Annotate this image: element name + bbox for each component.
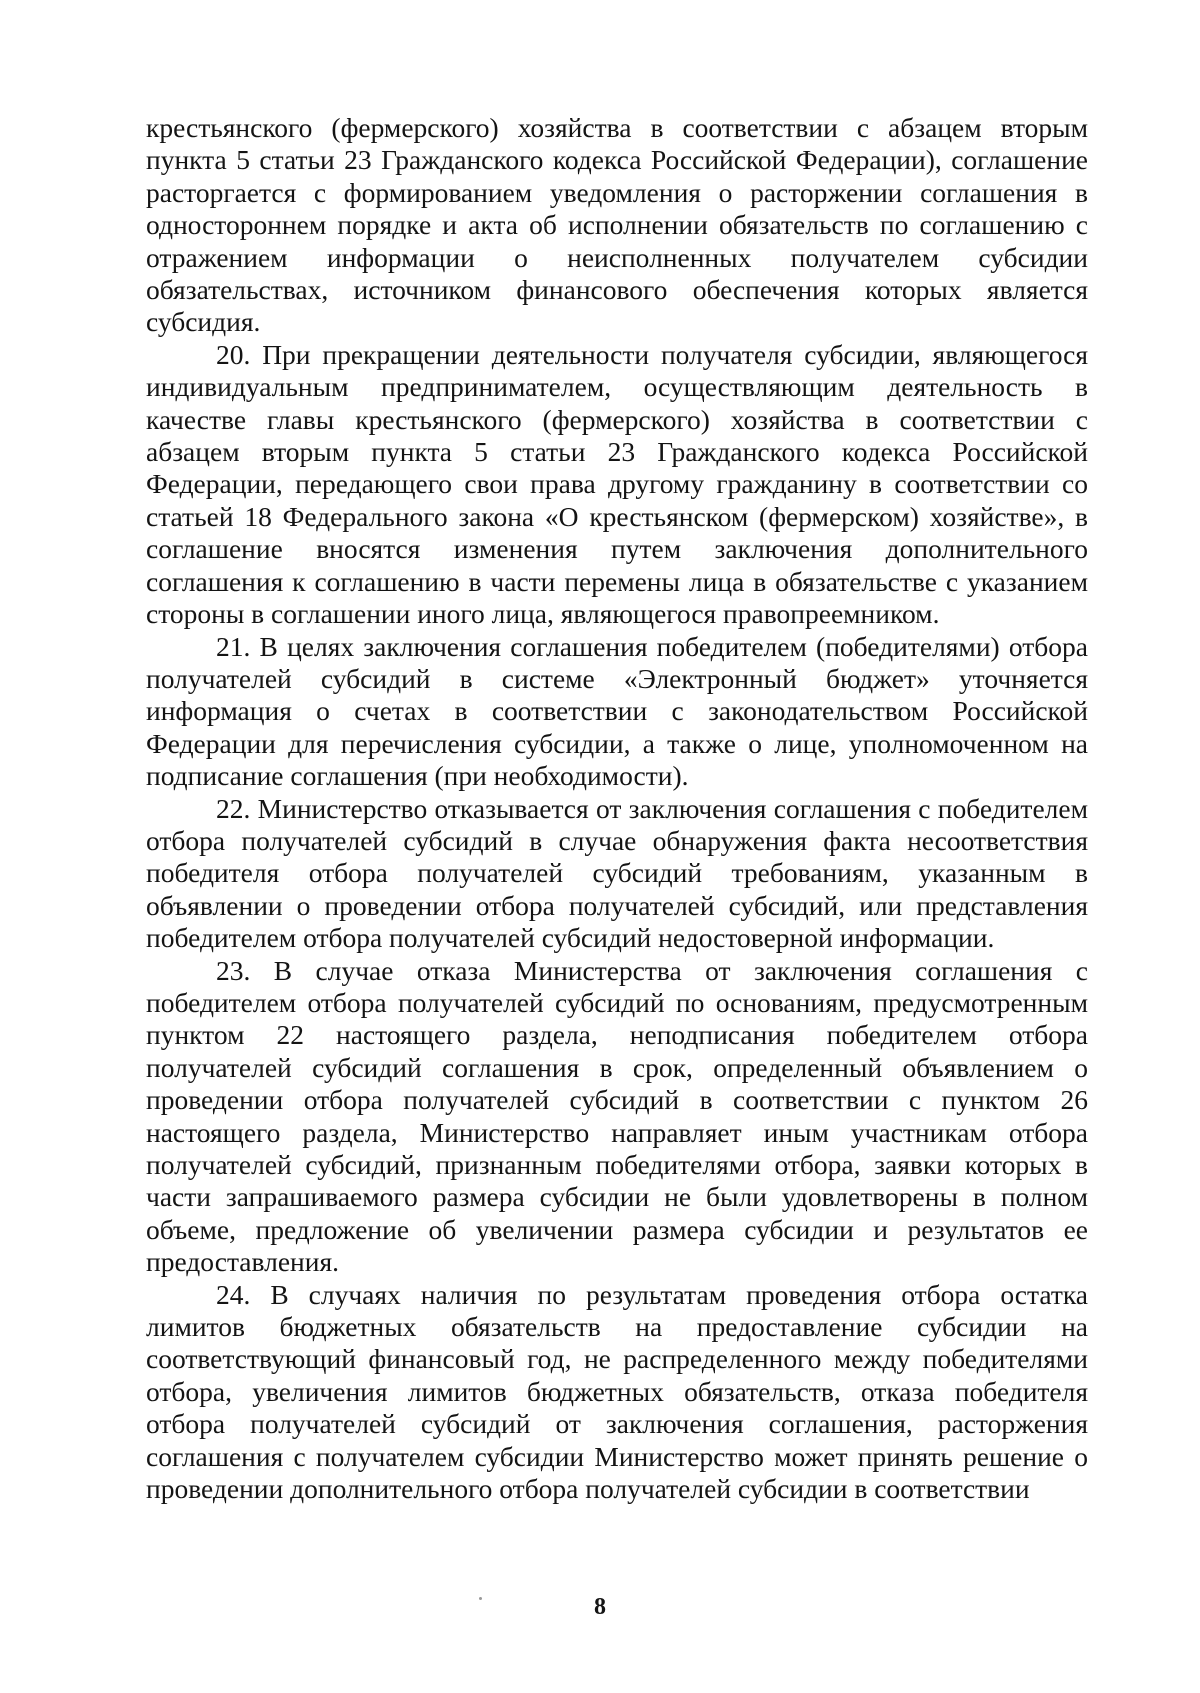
paragraph-continuation: крестьянского (фермерского) хозяйства в соответствии с абзацем вторым пункта 5 статьи 23 Гражданского кодекса Российской Федерации), соглашение расторгается с формированием уведомления о расторжении соглашения в одностороннем порядке и акта об исполнении обязательств по соглашению с отражением информации о неисполненных получателем субсидии обязательствах, источником финансового обеспечения которых является субсидия. <box>146 112 1088 338</box>
paragraph-24: 24. В случаях наличия по результатам проведения отбора остатка лимитов бюджетных обязательств на предоставление субсидии на соответствующий финансовый год, не распределенного между победителями отбора, увеличения лимитов бюджетных обязательств, отказа победителя отбора получателей субсидий от заключения соглашения, расторжения соглашения с получателем субсидии Министерство может принять решение о проведении дополнительного отбора получателей субсидии в соответствии <box>146 1278 1088 1505</box>
paragraph-23: 23. В случае отказа Министерства от заключения соглашения с победителем отбора получателей субсидий по основаниям, предусмотренным пунктом 22 настоящего раздела, неподписания победителем отбора получателей субсидий соглашения в срок, определенный объявлением о проведении отбора получателей субсидий в соответствии с пунктом 26 настоящего раздела, Министерство направляет иным участникам отбора получателей субсидий, признанным победителями отбора, заявки которых в части запрашиваемого размера субсидии не были удовлетворены в полном объеме, предложение об увеличении размера субсидии и результатов ее предоставления. <box>146 954 1088 1278</box>
document-body <box>146 112 1088 1505</box>
page-number: 8 <box>594 1594 606 1620</box>
paragraph-22: 22. Министерство отказывается от заключения соглашения с победителем отбора получателей субсидий в случае обнаружения факта несоответствия победителя отбора получателей субсидий требованиям, указанным в объявлении о проведении отбора получателей субсидий, или представления победителем отбора получателей субсидий недостоверной информации. <box>146 792 1088 954</box>
paragraph-21: 21. В целях заключения соглашения победителем (победителями) отбора получателей субсидий в системе «Электронный бюджет» уточняется информация о счетах в соответствии с законодательством Российской Федерации для перечисления субсидии, а также о лице, уполномоченном на подписание соглашения (при необходимости). <box>146 630 1088 792</box>
paragraph-20: 20. При прекращении деятельности получателя субсидии, являющегося индивидуальным предпринимателем, осуществляющим деятельность в качестве главы крестьянского (фермерского) хозяйства в соответствии с абзацем вторым пункта 5 статьи 23 Гражданского кодекса Российской Федерации, передающего свои права другому гражданину в соответствии со статьей 18 Федерального закона «О крестьянском (фермерском) хозяйстве», в соглашение вносятся изменения путем заключения дополнительного соглашения к соглашению в части перемены лица в обязательстве с указанием стороны в соглашении иного лица, являющегося правопреемником. <box>146 338 1088 630</box>
